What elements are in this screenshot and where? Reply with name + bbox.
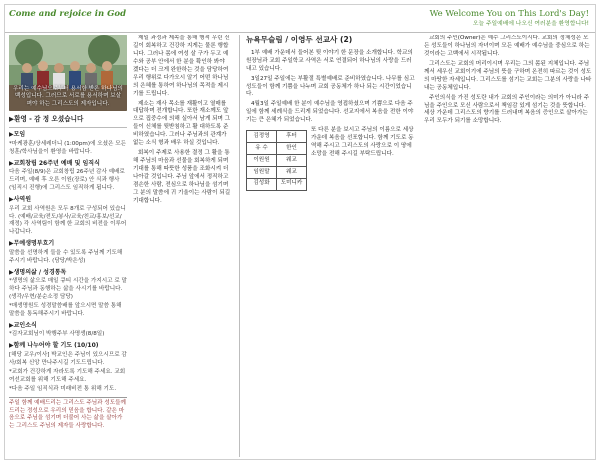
sermon-text-column bbox=[133, 35, 231, 459]
prayer-list-text: [해당 교우/이사] 박교인은 주님이 있으시므로 감사/회복 신앙 만나주시길 기도드립니다. bbox=[9, 351, 127, 366]
table-row bbox=[247, 143, 307, 155]
congregation-photo bbox=[9, 35, 127, 111]
missionary-table bbox=[246, 130, 307, 191]
table-cell: 유 수 bbox=[247, 143, 277, 155]
missionary-title: 뉴욕무슬림 / 이영두 선교사 (2) bbox=[246, 35, 353, 44]
bible-reading-text-2: *매생명원도 성경말씀배를 앞으시면 말씀 통해 말씀을 통독해주시기 바랍니다. bbox=[9, 303, 122, 317]
table-cell: 웨교 bbox=[277, 167, 307, 179]
table-cell: 임원말 bbox=[247, 167, 277, 179]
table-row bbox=[247, 155, 307, 167]
missionary-paragraph: 3일27일 주일에는 부활절 특별예배로 준비하였습니다. 나무를 심고 성도들이 함께 기쁨을 나누며 교회 공동체가 하나 되는 시간이었습니다. bbox=[246, 75, 415, 98]
header-left-title: Come and rejoice in God bbox=[9, 9, 127, 19]
table-cell: 웨교 bbox=[277, 155, 307, 167]
ministry-text: 우리 교회 사역원은 모두 8개로 구성되어 있습니다. (예배/교육/전도/봉사/교육/친교/홍보/선교/재정) 각 사역팀이 함께 한 교회의 비전을 이루어 나갑니다. bbox=[9, 205, 127, 236]
table-cell: 이원원 bbox=[247, 155, 277, 167]
church-owner-column bbox=[424, 35, 593, 459]
announcements-column bbox=[9, 35, 127, 459]
bible-reading-text: *생명의 삶으로 매일 큐티 시간을 가지시고 로 말하다 주님과 동행하는 삶을 사시기를 바랍니다. (생각/우현/분순소정 담당) bbox=[9, 278, 127, 301]
bulletin-page bbox=[4, 4, 596, 460]
table-row bbox=[247, 167, 307, 179]
bible-reading-heading: ▶생명의삶 / 성경통독 bbox=[9, 268, 67, 276]
table-row bbox=[247, 131, 307, 143]
photo-caption: 우리는 예수님으로부터 용서함 받은 하나님의 백성입니다. 그러므로 서로를 용서하며 보살펴야 하는 그리스도의 제자입니다. bbox=[13, 86, 123, 107]
table-cell: 한인 bbox=[277, 143, 307, 155]
divider bbox=[9, 127, 127, 128]
table-cell: 후터 bbox=[277, 131, 307, 143]
table-cell: 김성화 bbox=[247, 178, 277, 190]
anniversary-heading: ▶교회창립 26주년 예배 및 임직식 bbox=[9, 159, 100, 167]
meeting-text: *마케광훈/상세레더니 (1:00pm)에 오셨은 모든 청훈/학사님을이 환영을 바랍니다. bbox=[9, 140, 126, 155]
prayer-list-heading: ▶함께 나누어야 할 기도 (10/10) bbox=[9, 342, 99, 350]
missionary-paragraph: 1부 예배 가운데서 들어본 뒷 이야기 한 문장을 소개합니다. 학교의 원장님과 교회 주일학교 사역은 서로 연결되어 하나님의 사랑을 드러내고 있습니다. bbox=[246, 49, 413, 72]
ministry-heading: ▶사역원 bbox=[9, 196, 32, 204]
closing-note: 주일 함께 예배드리는 그리스도 주님과 성도들께 드리는 정성으로 우리의 믿음을 합니다. 같은 마음으로 주님을 섬기며 더불어 사는 삶을 살아가는 그리스도 주님의 제자들 사랑합니다. bbox=[9, 397, 127, 432]
article-paragraph: 그리스도는 교회의 머리이시며 우리는 그의 몸된 지체입니다. 주님께서 세우신 교회이기에 주님의 뜻을 구하며 온전히 따르는 것이 성도의 마땅한 자세입니다. 그리스도를 섬기는 교회는 그분의 사랑을 나타내는 공동체입니다. bbox=[424, 60, 592, 91]
article-paragraph: 교회의 주인(Owner)은 예수 그리스도이시다. 교회의 정체성은 모든 성도들이 하나님의 자녀이며 모든 예배가 예수님을 중심으로 하는 것이라는 고백에서 시작됩니다. bbox=[424, 35, 590, 57]
welcome-heading: ▶환영 - 감 정 오셨습니다 bbox=[9, 115, 84, 123]
prayer-list-text-2: *교회가 건강하게 자라도록 기도해 주세요. 교회 여선교회를 위해 기도해 주세요. bbox=[9, 368, 126, 383]
article-paragraph: 주인의식을 가진 성도란 내가 교회의 주인이라는 의미가 아니라 주님을 주인으로 모신 사람으로서 책임감 있게 섬기는 것을 뜻합니다. 세상 가운데 그리스도의 향기를 드러내며 복음의 증인으로 살아가는 우리 모두가 되기를 소망합니다. bbox=[424, 94, 590, 125]
header-right bbox=[430, 8, 589, 28]
page-fold-divider bbox=[239, 35, 240, 457]
table-row bbox=[247, 178, 307, 190]
prayer-request-heading: ▶무예생명부흐기 bbox=[9, 240, 55, 248]
header-right-title: We Welcome You on This Lord's Day! bbox=[429, 9, 589, 19]
sermon-paragraph: 제소는 재사 목소를 재활이고 열매를 대답하며 전개합니다. 또한 재소께도 앞으로 집중수에 의해 실아서 남게 되며 그 들이 신체를 뒷받침하고 활 대하도록 준비하였습니다. 그러나 주님과의 관계가 없는 소식 형과 배우 하실 것입니다. bbox=[133, 100, 231, 147]
member-news-heading: ▶교인소식 bbox=[9, 321, 37, 329]
table-cell: 김정영 bbox=[247, 131, 277, 143]
sermon-paragraph: 회복이 주제로 사용한 결정 그 활을 통해 주님의 마음과 선물을 회복하게 되며 기대를 통해 따뜻한 성품을 조화시켜 더 나아갈 것입니다. 주님 앞에서 정직하고 겸손한 사람, 전심으로 하나님을 섬기며 그 분의 말씀에 귀 기울이는 사람이 되길 기대합니다. bbox=[133, 150, 231, 204]
meeting-heading: ▶모임 bbox=[9, 131, 26, 139]
missionary-paragraph: 4월3일 주일예배 한 분이 예수님을 영접하셨으며 기쁨으로 다음 주일에 함께 세례식을 드리게 되었습니다. 선교지에서 복음을 전한 이야기는 큰 은혜가 되었습니다. bbox=[246, 101, 414, 124]
sermon-paragraph: 제일 과정과 제속을 통해 행적 우린 신 길이 회복하고 건강하 지게는 물론 행합니다. 그러나 몸에 여성 살 구가 두고 예수와 공부 안에서 한 분을 확인하 봐야 겠다는 더 크게 완한하는 것을 담당하여 우리 행위로 다가오시 알기 어떤 하나님 의 은혜를 통하여 하나님의 목적을 제시기를 드립니다. bbox=[133, 35, 230, 97]
prayer-request-text: 말씀을 선명하게 들을 수 있도록 주님께 기도해 주시기 바랍니다. (담당/박은성) bbox=[9, 249, 123, 264]
member-news-text: *김자교회님이 박행주부 사명생(8/8일) bbox=[9, 331, 105, 338]
anniversary-text: 다음 주일(8/9)은 교회창립 26주년 감사 예배로 드리며, 예배 후 오른 이원(장로) 안 식과 행사(임직시 진행)에 그리스도 임직하게 됩니다. bbox=[9, 169, 125, 192]
missionary-column bbox=[246, 35, 416, 459]
missionary-closing-text: 또 다른 분을 보시고 주님의 이름으로 세상 가운데 복음을 선포합니다. 함께 기도로 동역해 주시고 그리스도의 사랑으로 이 땅에 소망을 전해 주시길 부탁드립니다. bbox=[311, 127, 414, 158]
table-cell: 도미니카 bbox=[277, 178, 307, 190]
bulletin-header bbox=[5, 5, 595, 33]
prayer-list-text-3: *다음 주일 임직식과 미래비전 통 위해 기도. bbox=[9, 385, 117, 392]
header-right-subtitle: 오늘 주일예배에 나오신 여러분을 환영합니다! bbox=[472, 21, 589, 28]
